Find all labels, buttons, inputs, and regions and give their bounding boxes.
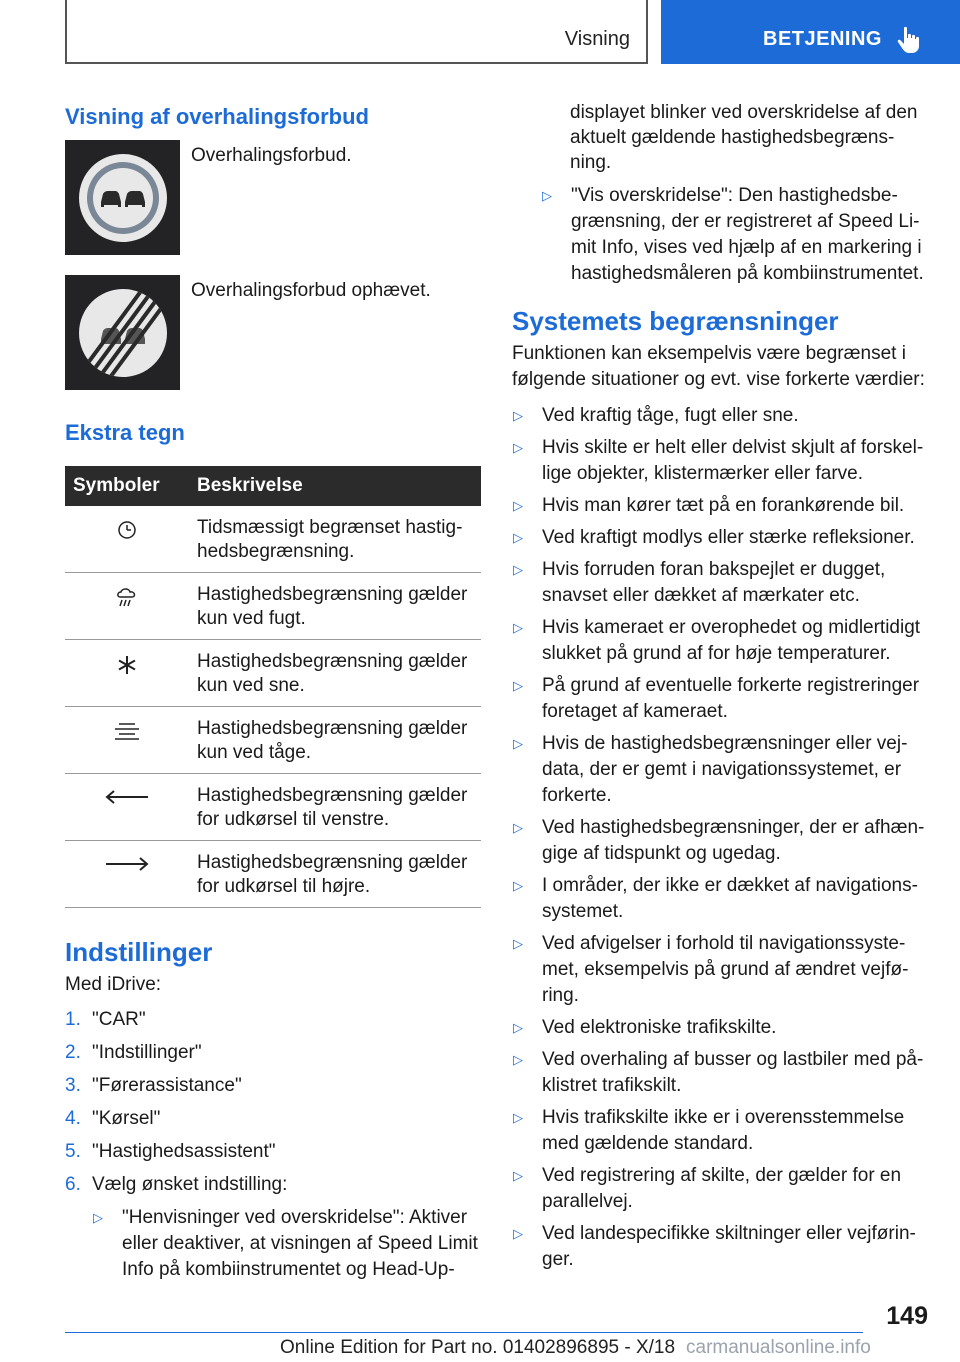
no-overtaking-sign-image bbox=[65, 140, 180, 255]
heading-system-limitations: Systemets begrænsninger bbox=[512, 306, 839, 336]
step-number: 3. bbox=[65, 1075, 81, 1096]
page-number: 149 bbox=[886, 1302, 928, 1330]
triangle-bullet-icon: ▷ bbox=[513, 530, 523, 545]
step-number: 5. bbox=[65, 1141, 81, 1162]
list-item bbox=[512, 525, 928, 551]
sign-row-end-no-overtaking bbox=[65, 275, 481, 390]
description-cell: Tidsmæssigt begrænset hastig- hedsbegrænsning. bbox=[189, 506, 481, 573]
description-cell: Hastighedsbegrænsning gælder for udkørsel til højre. bbox=[189, 841, 481, 908]
step-number: 2. bbox=[65, 1042, 81, 1063]
idrive-intro: Med iDrive: bbox=[65, 974, 162, 995]
step-text: "CAR" bbox=[92, 1009, 146, 1030]
substep-list bbox=[92, 1205, 481, 1283]
table-row bbox=[65, 573, 481, 640]
description-cell: Hastighedsbegrænsning gælder kun ved tåge. bbox=[189, 707, 481, 774]
no-overtaking-sign-icon bbox=[77, 152, 169, 244]
table-header-symbols: Symboler bbox=[65, 466, 189, 506]
list-item bbox=[512, 403, 928, 429]
rain-cloud-icon bbox=[114, 587, 140, 609]
triangle-bullet-icon: ▷ bbox=[513, 440, 523, 455]
no-overtaking-text: Overhalingsforbud. bbox=[191, 145, 352, 166]
triangle-bullet-icon: ▷ bbox=[513, 878, 523, 893]
right-column bbox=[512, 100, 928, 1279]
triangle-bullet-icon: ▷ bbox=[513, 936, 523, 951]
substep-list-continued bbox=[541, 183, 928, 287]
list-item-text: Hvis forruden foran bakspejlet er dugget, snavset eller dækket af mærkater etc. bbox=[542, 559, 886, 606]
list-item bbox=[512, 493, 928, 519]
triangle-bullet-icon: ▷ bbox=[542, 188, 552, 203]
triangle-bullet-icon: ▷ bbox=[93, 1210, 103, 1225]
arrow-right-icon bbox=[104, 856, 150, 872]
end-no-overtaking-sign-image bbox=[65, 275, 180, 390]
list-item bbox=[512, 815, 928, 867]
list-item-text: Ved kraftigt modlys eller stærke refleksioner. bbox=[542, 527, 915, 548]
list-item-text: Ved registrering af skilte, der gælder for en parallelvej. bbox=[542, 1165, 902, 1212]
list-item-text: Ved elektroniske trafikskilte. bbox=[542, 1017, 777, 1038]
settings-steps bbox=[65, 1007, 481, 1197]
table-row bbox=[65, 841, 481, 908]
footer-edition: Online Edition for Part no. 01402896895 - X/18 bbox=[280, 1337, 676, 1358]
step-item[interactable] bbox=[65, 1073, 481, 1098]
symbol-cell bbox=[65, 506, 189, 573]
list-item-text: Hvis kameraet er overophedet og midlertidigt slukket på grund af for høje temperaturer. bbox=[542, 617, 921, 664]
triangle-bullet-icon: ▷ bbox=[513, 1110, 523, 1125]
left-column bbox=[65, 100, 481, 1289]
header-chapter-title: BETJENING bbox=[763, 28, 882, 50]
list-item-text: Hvis skilte er helt eller delvist skjult af forskel- lige objekter, klistermærker eller farve. bbox=[542, 437, 924, 484]
list-item-text: Ved overhaling af busser og lastbiler med på- klistret trafikskilt. bbox=[542, 1049, 924, 1096]
header-section-box bbox=[65, 0, 648, 64]
heading-settings: Indstillinger bbox=[65, 937, 213, 967]
list-item bbox=[512, 1105, 928, 1157]
triangle-bullet-icon: ▷ bbox=[513, 678, 523, 693]
table-header-description: Beskrivelse bbox=[189, 466, 481, 506]
list-item bbox=[512, 873, 928, 925]
watermark-text: carmanualsonline.info bbox=[686, 1337, 871, 1358]
extra-signs-table bbox=[65, 466, 481, 908]
description-cell: Hastighedsbegrænsning gælder for udkørsel til venstre. bbox=[189, 774, 481, 841]
list-item bbox=[512, 1047, 928, 1099]
list-item bbox=[512, 615, 928, 667]
list-item-text: På grund af eventuelle forkerte registreringer foretaget af kameraet. bbox=[542, 675, 920, 722]
table-row bbox=[65, 506, 481, 573]
sign-row-no-overtaking bbox=[65, 140, 481, 255]
triangle-bullet-icon: ▷ bbox=[513, 736, 523, 751]
triangle-bullet-icon: ▷ bbox=[513, 408, 523, 423]
step-number: 6. bbox=[65, 1174, 81, 1195]
list-item-text: Hvis trafikskilte ikke er i overensstemmelse med gældende standard. bbox=[542, 1107, 905, 1154]
footer-divider bbox=[65, 1332, 863, 1333]
list-item bbox=[512, 557, 928, 609]
list-item bbox=[512, 931, 928, 1009]
substep-text: "Henvisninger ved overskridelse": Aktiver eller deaktiver, at visningen af Speed Limit Info på kombiinstrumentet og Head-Up- bbox=[122, 1207, 478, 1280]
continuation-text: displayet blinker ved overskridelse af den aktuelt gældende hastighedsbegræns- ning. bbox=[570, 102, 918, 173]
list-item-text: Ved kraftig tåge, fugt eller sne. bbox=[542, 405, 799, 426]
list-item bbox=[512, 1163, 928, 1215]
substep-item[interactable] bbox=[541, 183, 928, 287]
step-item[interactable] bbox=[65, 1007, 481, 1032]
list-item bbox=[512, 1015, 928, 1041]
triangle-bullet-icon: ▷ bbox=[513, 1020, 523, 1035]
description-cell: Hastighedsbegrænsning gælder kun ved sne. bbox=[189, 640, 481, 707]
end-no-overtaking-sign-icon bbox=[77, 287, 169, 379]
list-item-text: Ved landespecifikke skiltninger eller vejførin- ger. bbox=[542, 1223, 916, 1270]
fog-icon bbox=[113, 721, 141, 741]
description-cell: Hastighedsbegrænsning gælder kun ved fugt. bbox=[189, 573, 481, 640]
table-row bbox=[65, 774, 481, 841]
symbol-cell bbox=[65, 707, 189, 774]
list-item bbox=[512, 673, 928, 725]
header-chapter-tab[interactable] bbox=[661, 0, 960, 64]
snowflake-icon bbox=[116, 654, 138, 676]
heading-extra-signs: Ekstra tegn bbox=[65, 420, 185, 445]
clock-icon bbox=[115, 520, 139, 540]
step-number: 1. bbox=[65, 1009, 81, 1030]
step-text: "Hastighedsassistent" bbox=[92, 1141, 276, 1162]
substep-item[interactable] bbox=[92, 1205, 481, 1283]
step-item[interactable] bbox=[65, 1040, 481, 1065]
triangle-bullet-icon: ▷ bbox=[513, 1052, 523, 1067]
header-section-title: Visning bbox=[564, 28, 630, 50]
limitations-intro: Funktionen kan eksempelvis være begrænset i følgende situationer og evt. vise forkerte værdier: bbox=[512, 343, 925, 390]
list-item bbox=[512, 731, 928, 809]
table-row bbox=[65, 640, 481, 707]
arrow-left-icon bbox=[104, 789, 150, 805]
step-text: "Kørsel" bbox=[92, 1108, 161, 1129]
step-item[interactable] bbox=[65, 1139, 481, 1164]
hand-pointer-icon bbox=[897, 26, 921, 54]
step-number: 4. bbox=[65, 1108, 81, 1129]
substep-text: "Vis overskridelse": Den hastighedsbe- grænsning, der er registreret af Speed Li- mit Info, vises ved hjælp af en markering i hastighedsmåleren på kombiinstrumentet. bbox=[571, 185, 924, 284]
step-text: Vælg ønsket indstilling: bbox=[92, 1174, 288, 1195]
triangle-bullet-icon: ▷ bbox=[513, 1226, 523, 1241]
table-header-row bbox=[65, 466, 481, 506]
symbol-cell bbox=[65, 573, 189, 640]
heading-overtaking-display: Visning af overhalingsforbud bbox=[65, 104, 369, 129]
end-no-overtaking-text: Overhalingsforbud ophævet. bbox=[191, 280, 431, 301]
step-item[interactable] bbox=[65, 1172, 481, 1197]
triangle-bullet-icon: ▷ bbox=[513, 620, 523, 635]
step-item[interactable] bbox=[65, 1106, 481, 1131]
list-item-text: Ved hastighedsbegrænsninger, der er afhæn- gige af tidspunkt og ugedag. bbox=[542, 817, 925, 864]
list-item-text: Hvis de hastighedsbegrænsninger eller vej- data, der er gemt i navigationssystemet, er forkerte. bbox=[542, 733, 908, 806]
list-item bbox=[512, 435, 928, 487]
triangle-bullet-icon: ▷ bbox=[513, 562, 523, 577]
list-item-text: Hvis man kører tæt på en forankørende bil. bbox=[542, 495, 905, 516]
table-row bbox=[65, 707, 481, 774]
triangle-bullet-icon: ▷ bbox=[513, 820, 523, 835]
step-text: "Indstillinger" bbox=[92, 1042, 202, 1063]
triangle-bullet-icon: ▷ bbox=[513, 498, 523, 513]
symbol-cell bbox=[65, 841, 189, 908]
step-text: "Førerassistance" bbox=[92, 1075, 242, 1096]
list-item-text: Ved afvigelser i forhold til navigationssyste- met, eksempelvis på grund af ændret vejfø- ring. bbox=[542, 933, 909, 1006]
symbol-cell bbox=[65, 774, 189, 841]
symbol-cell bbox=[65, 640, 189, 707]
list-item bbox=[512, 1221, 928, 1273]
triangle-bullet-icon: ▷ bbox=[513, 1168, 523, 1183]
limitations-list bbox=[512, 403, 928, 1273]
list-item-text: I områder, der ikke er dækket af navigations- systemet. bbox=[542, 875, 918, 922]
